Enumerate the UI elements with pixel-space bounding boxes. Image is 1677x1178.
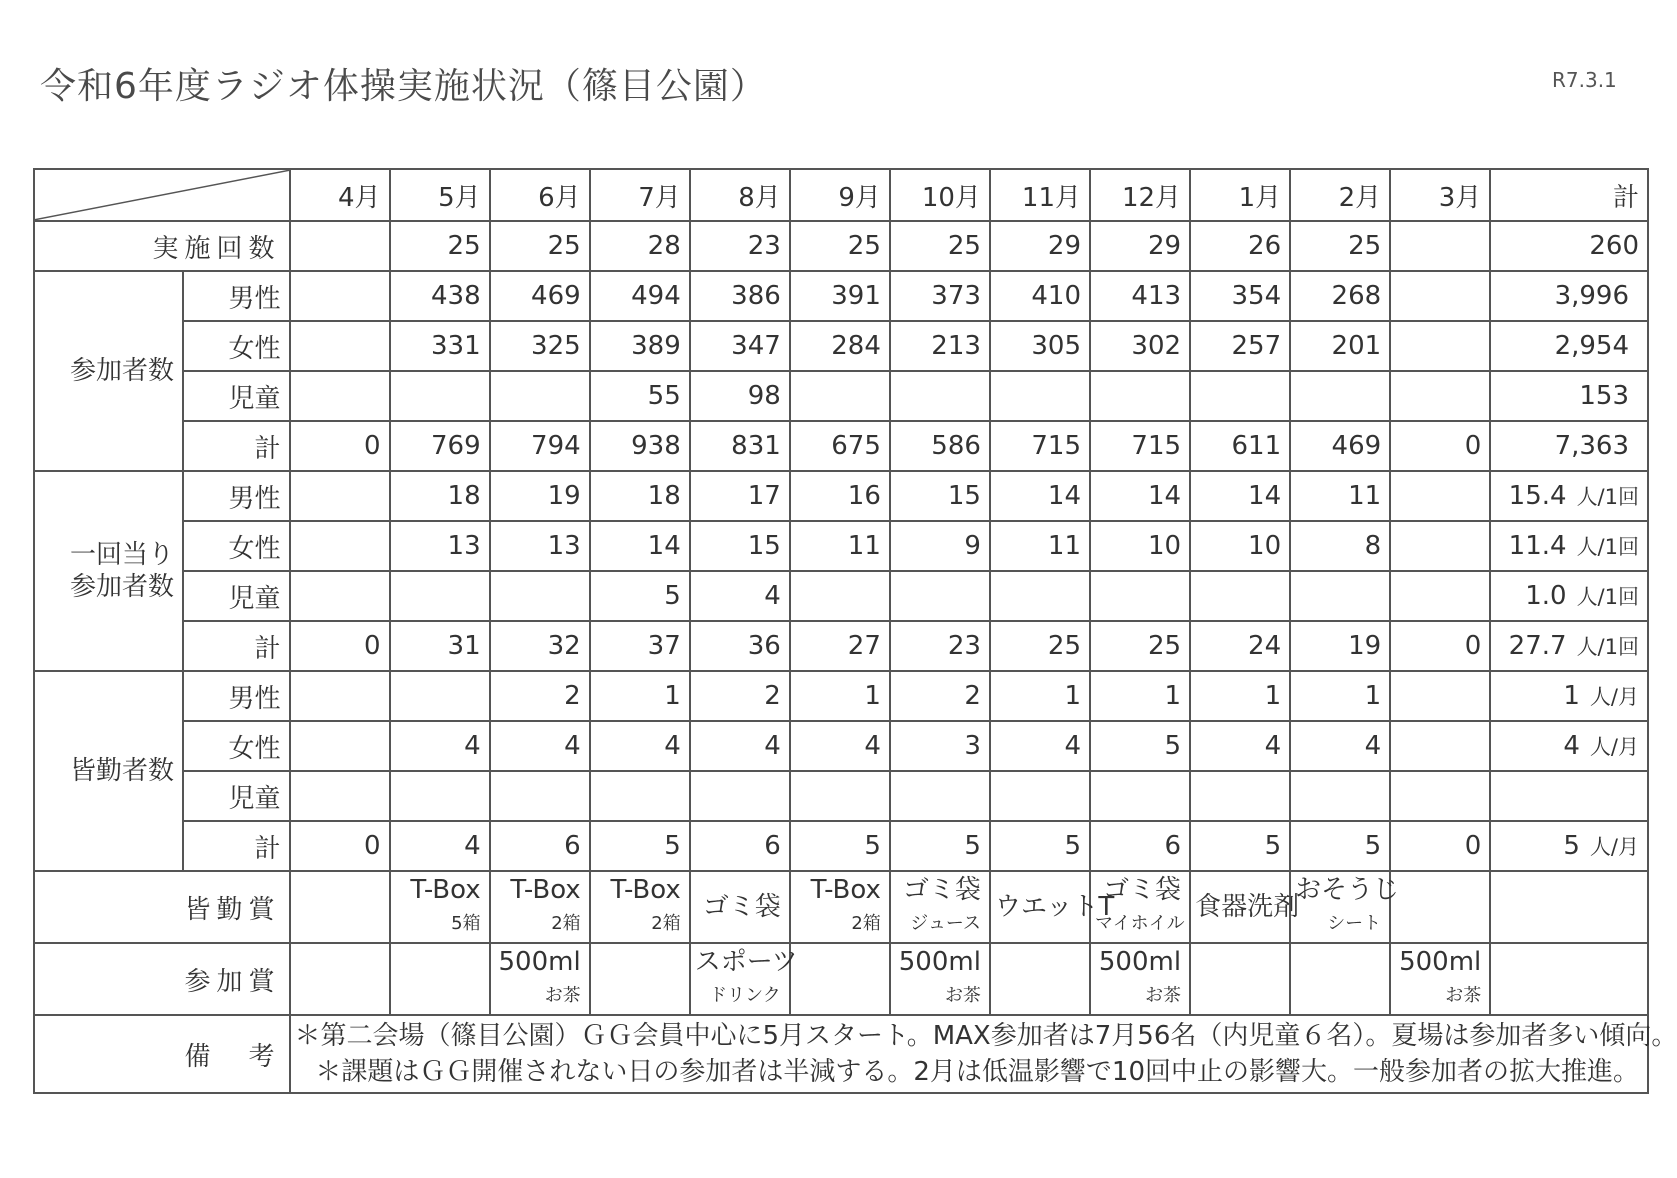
total-value: 27.7 <box>1508 631 1567 661</box>
remarks-text <box>290 1015 1677 1093</box>
value-cell: 4 <box>390 721 490 771</box>
total-cell <box>1490 271 1648 321</box>
per-session-label <box>34 471 183 671</box>
total-cell <box>1490 771 1648 821</box>
total-unit: 人/1回 <box>1576 485 1639 509</box>
value-cell: 469 <box>490 271 590 321</box>
table-row <box>34 371 1648 421</box>
value-cell <box>290 371 390 421</box>
value-cell: 25 <box>1090 621 1190 671</box>
value-cell: 25 <box>990 621 1090 671</box>
table-row <box>34 621 1648 671</box>
value-cell <box>390 671 490 721</box>
participation-prize-cell <box>390 943 490 1015</box>
radio-exercise-table <box>33 168 1677 1094</box>
value-cell: 938 <box>590 421 690 471</box>
value-cell: 13 <box>490 521 590 571</box>
value-cell: 675 <box>790 421 890 471</box>
value-cell: 27 <box>790 621 890 671</box>
value-cell: 23 <box>690 221 790 271</box>
perfect-prize-cell <box>590 871 690 943</box>
value-cell <box>390 571 490 621</box>
value-cell: 1 <box>1090 671 1190 721</box>
prize-line2: お茶 <box>544 985 581 1006</box>
value-cell: 5 <box>590 821 690 871</box>
value-cell <box>1290 771 1390 821</box>
prize-line1: ゴミ袋 <box>1103 875 1182 905</box>
value-cell: 10 <box>1190 521 1290 571</box>
table-row <box>34 671 1648 721</box>
month-header: 1月 <box>1190 169 1290 221</box>
value-cell: 305 <box>990 321 1090 371</box>
table-row <box>34 1015 1648 1093</box>
perfect-prize-cell <box>1190 871 1300 943</box>
value-cell <box>1390 371 1490 421</box>
sessions-label: 実施回数 <box>34 221 290 271</box>
participation-prize-cell <box>990 943 1090 1015</box>
value-cell: 2 <box>490 671 590 721</box>
value-cell: 268 <box>1290 271 1390 321</box>
value-cell: 4 <box>690 721 790 771</box>
value-cell: 4 <box>1290 721 1390 771</box>
prize-line2: ドリンク <box>709 985 781 1006</box>
total-header: 計 <box>1490 169 1648 221</box>
value-cell: 14 <box>1190 471 1290 521</box>
total-unit: 人/月 <box>1589 835 1639 859</box>
total-value: 3,996 <box>1554 281 1629 311</box>
value-cell <box>1390 671 1490 721</box>
value-cell: 0 <box>290 821 390 871</box>
total-cell <box>1490 371 1648 421</box>
perfect-prize-cell <box>1090 871 1190 943</box>
value-cell: 2 <box>890 671 990 721</box>
value-cell <box>590 771 690 821</box>
value-cell: 1 <box>790 671 890 721</box>
value-cell <box>490 771 590 821</box>
value-cell: 586 <box>890 421 990 471</box>
value-cell: 29 <box>990 221 1090 271</box>
value-cell: 6 <box>690 821 790 871</box>
table-row <box>34 169 1648 221</box>
month-header: 10月 <box>890 169 990 221</box>
value-cell: 0 <box>290 621 390 671</box>
value-cell: 4 <box>990 721 1090 771</box>
value-cell: 24 <box>1190 621 1290 671</box>
month-header: 6月 <box>490 169 590 221</box>
value-cell: 8 <box>1290 521 1390 571</box>
table-row <box>34 821 1648 871</box>
value-cell <box>290 721 390 771</box>
sub-label: 計 <box>183 821 289 871</box>
value-cell <box>690 771 790 821</box>
value-cell: 1 <box>590 671 690 721</box>
total-value: 15.4 <box>1508 481 1567 511</box>
prize-line1: T-Box <box>810 875 881 905</box>
perfect-prize-cell <box>690 871 790 943</box>
total-cell <box>1490 521 1648 571</box>
sub-label: 男性 <box>183 471 289 521</box>
value-cell: 25 <box>890 221 990 271</box>
participation-prize-total <box>1490 943 1648 1015</box>
value-cell: 331 <box>390 321 490 371</box>
month-header: 5月 <box>390 169 490 221</box>
month-header: 12月 <box>1090 169 1190 221</box>
value-cell: 2 <box>690 671 790 721</box>
value-cell <box>490 571 590 621</box>
value-cell: 18 <box>390 471 490 521</box>
prize-line1: ウエットT <box>994 892 1115 922</box>
value-cell: 257 <box>1190 321 1290 371</box>
sub-label: 児童 <box>183 371 289 421</box>
value-cell: 25 <box>390 221 490 271</box>
value-cell: 1 <box>990 671 1090 721</box>
value-cell: 4 <box>390 821 490 871</box>
value-cell: 5 <box>1290 821 1390 871</box>
total-value: 7,363 <box>1554 431 1629 461</box>
total-value: 1.0 <box>1525 581 1567 611</box>
total-value: 4 <box>1563 731 1580 761</box>
value-cell <box>390 771 490 821</box>
sub-label: 児童 <box>183 571 289 621</box>
value-cell: 284 <box>790 321 890 371</box>
value-cell <box>790 771 890 821</box>
value-cell: 31 <box>390 621 490 671</box>
prize-line2: 2箱 <box>851 913 881 934</box>
value-cell: 373 <box>890 271 990 321</box>
value-cell <box>1090 571 1190 621</box>
total-cell <box>1490 421 1648 471</box>
total-unit: 人/1回 <box>1576 635 1639 659</box>
prize-line1: 500ml <box>1098 947 1182 977</box>
value-cell: 347 <box>690 321 790 371</box>
participation-prize-cell <box>1190 943 1290 1015</box>
sub-label: 男性 <box>183 671 289 721</box>
participation-prize-cell <box>890 943 990 1015</box>
per-session-label-line1: 一回当り <box>70 540 175 570</box>
value-cell: 438 <box>390 271 490 321</box>
perfect-prize-cell <box>1390 871 1490 943</box>
value-cell: 391 <box>790 271 890 321</box>
value-cell <box>1090 771 1190 821</box>
value-cell <box>890 371 990 421</box>
value-cell: 4 <box>1190 721 1290 771</box>
value-cell: 302 <box>1090 321 1190 371</box>
prize-line1: 食器洗剤 <box>1195 892 1300 922</box>
value-cell <box>290 521 390 571</box>
participation-prize-cell <box>690 943 798 1015</box>
value-cell <box>290 271 390 321</box>
value-cell: 715 <box>1090 421 1190 471</box>
total-unit: 人/1回 <box>1576 535 1639 559</box>
total-value: 5 <box>1563 831 1580 861</box>
value-cell: 201 <box>1290 321 1390 371</box>
value-cell: 28 <box>590 221 690 271</box>
prize-line1: 500ml <box>498 947 581 977</box>
value-cell <box>1390 221 1490 271</box>
value-cell: 4 <box>790 721 890 771</box>
value-cell: 13 <box>390 521 490 571</box>
participation-prize-cell <box>790 943 890 1015</box>
value-cell <box>990 371 1090 421</box>
table-row <box>34 943 1648 1015</box>
total-unit: 人/1回 <box>1576 585 1639 609</box>
prize-line1: おそうじ <box>1295 875 1400 905</box>
remarks-label: 備 考 <box>34 1015 290 1093</box>
value-cell: 25 <box>790 221 890 271</box>
sub-label: 女性 <box>183 321 289 371</box>
month-header: 2月 <box>1290 169 1390 221</box>
value-cell: 11 <box>1290 471 1390 521</box>
value-cell <box>1390 571 1490 621</box>
month-header: 3月 <box>1390 169 1490 221</box>
prize-line2: お茶 <box>1145 985 1182 1006</box>
value-cell: 14 <box>590 521 690 571</box>
prize-line2: ジュース <box>910 913 981 934</box>
value-cell <box>1390 321 1490 371</box>
value-cell: 37 <box>590 621 690 671</box>
value-cell: 11 <box>990 521 1090 571</box>
table-row <box>34 471 1648 521</box>
table-row <box>34 421 1648 471</box>
value-cell: 25 <box>1290 221 1390 271</box>
value-cell: 611 <box>1190 421 1290 471</box>
value-cell: 494 <box>590 271 690 321</box>
value-cell <box>1390 471 1490 521</box>
total-cell <box>1490 571 1648 621</box>
prize-line1: 500ml <box>898 947 981 977</box>
participation-prize-cell <box>1090 943 1190 1015</box>
table-row <box>34 321 1648 371</box>
value-cell: 25 <box>490 221 590 271</box>
value-cell: 354 <box>1190 271 1290 321</box>
prize-line2: 2箱 <box>551 913 581 934</box>
perfect-prize-cell <box>890 871 990 943</box>
value-cell <box>1290 371 1390 421</box>
month-header: 9月 <box>790 169 890 221</box>
value-cell: 0 <box>1390 621 1490 671</box>
sub-label: 計 <box>183 621 289 671</box>
sub-label: 計 <box>183 421 289 471</box>
value-cell <box>1090 371 1190 421</box>
month-header: 8月 <box>690 169 790 221</box>
participation-prize-cell <box>490 943 590 1015</box>
value-cell: 413 <box>1090 271 1190 321</box>
prize-line2: お茶 <box>1445 985 1482 1006</box>
value-cell: 36 <box>690 621 790 671</box>
perfect-prize-total <box>1490 871 1648 943</box>
remark-line: ＊第二会場（篠目公園）ＧＧ会員中心に5月スタート。MAX参加者は7月56名（内児童６名）。夏場は参加者多い傾向。 <box>294 1021 1677 1051</box>
value-cell <box>890 771 990 821</box>
value-cell: 6 <box>1090 821 1190 871</box>
total-cell <box>1490 621 1648 671</box>
prize-line2: 2箱 <box>651 913 681 934</box>
value-cell: 5 <box>990 821 1090 871</box>
total-cell <box>1490 671 1648 721</box>
value-cell: 5 <box>590 571 690 621</box>
total-unit: 人/月 <box>1589 685 1639 709</box>
value-cell <box>790 571 890 621</box>
value-cell: 715 <box>990 421 1090 471</box>
value-cell: 469 <box>1290 421 1390 471</box>
total-value: 1 <box>1563 681 1580 711</box>
value-cell: 769 <box>390 421 490 471</box>
month-header: 7月 <box>590 169 690 221</box>
prize-line2: シート <box>1327 913 1382 934</box>
total-value: 2,954 <box>1554 331 1629 361</box>
value-cell: 794 <box>490 421 590 471</box>
perfect-prize-cell <box>390 871 490 943</box>
value-cell <box>1390 721 1490 771</box>
table-row <box>34 221 1648 271</box>
value-cell <box>490 371 590 421</box>
table-row <box>34 721 1648 771</box>
value-cell <box>1390 271 1490 321</box>
table-row <box>34 271 1648 321</box>
value-cell: 16 <box>790 471 890 521</box>
value-cell <box>890 571 990 621</box>
value-cell <box>290 671 390 721</box>
value-cell: 4 <box>490 721 590 771</box>
remark-line: ＊課題はＧＧ開催されない日の参加者は半減する。2月は低温影響で10回中止の影響大。一般参加者の拡大推進。 <box>315 1057 1639 1087</box>
prize-line1: T-Box <box>410 875 481 905</box>
month-header: 11月 <box>990 169 1090 221</box>
total-value: 153 <box>1579 381 1629 411</box>
value-cell <box>390 371 490 421</box>
value-cell <box>290 471 390 521</box>
table-row <box>34 871 1648 943</box>
table-row <box>34 521 1648 571</box>
value-cell <box>990 571 1090 621</box>
value-cell: 55 <box>590 371 690 421</box>
document-date: R7.3.1 <box>1552 68 1617 92</box>
participation-prize-cell <box>1390 943 1490 1015</box>
value-cell: 410 <box>990 271 1090 321</box>
value-cell: 0 <box>290 421 390 471</box>
table-row <box>34 771 1648 821</box>
value-cell <box>990 771 1090 821</box>
value-cell: 14 <box>1090 471 1190 521</box>
value-cell: 11 <box>790 521 890 571</box>
perfect-prize-cell <box>990 871 1115 943</box>
value-cell: 17 <box>690 471 790 521</box>
participation-prize-cell <box>590 943 690 1015</box>
participants-label: 参加者数 <box>34 271 183 471</box>
value-cell: 98 <box>690 371 790 421</box>
value-cell: 0 <box>1390 421 1490 471</box>
prize-line2: 5箱 <box>451 913 481 934</box>
participation-prize-label: 参加賞 <box>34 943 290 1015</box>
value-cell: 386 <box>690 271 790 321</box>
per-session-label-line2: 参加者数 <box>70 572 175 602</box>
perfect-prize-cell <box>1290 871 1400 943</box>
prize-line2: お茶 <box>944 985 981 1006</box>
participation-prize-cell <box>1290 943 1390 1015</box>
value-cell <box>290 571 390 621</box>
sub-label: 男性 <box>183 271 289 321</box>
value-cell: 325 <box>490 321 590 371</box>
value-cell: 9 <box>890 521 990 571</box>
value-cell <box>1290 571 1390 621</box>
value-cell <box>1390 521 1490 571</box>
table-row <box>34 571 1648 621</box>
value-cell: 5 <box>790 821 890 871</box>
month-header: 4月 <box>290 169 390 221</box>
value-cell: 10 <box>1090 521 1190 571</box>
value-cell: 26 <box>1190 221 1290 271</box>
value-cell: 4 <box>690 571 790 621</box>
value-cell: 1 <box>1290 671 1390 721</box>
value-cell <box>290 321 390 371</box>
participation-prize-cell <box>290 943 390 1015</box>
value-cell: 19 <box>490 471 590 521</box>
total-unit: 人/月 <box>1589 735 1639 759</box>
value-cell: 29 <box>1090 221 1190 271</box>
value-cell: 389 <box>590 321 690 371</box>
total-cell <box>1490 471 1648 521</box>
value-cell <box>1190 571 1290 621</box>
value-cell: 32 <box>490 621 590 671</box>
value-cell: 0 <box>1390 821 1490 871</box>
value-cell: 18 <box>590 471 690 521</box>
perfect-prize-label: 皆勤賞 <box>34 871 290 943</box>
prize-line1: 500ml <box>1399 947 1482 977</box>
value-cell: 6 <box>490 821 590 871</box>
value-cell: 19 <box>1290 621 1390 671</box>
prize-line1: T-Box <box>510 875 581 905</box>
prize-line2: マイホイル <box>1095 913 1185 934</box>
value-cell: 15 <box>890 471 990 521</box>
value-cell: 14 <box>990 471 1090 521</box>
prize-line1: スポーツ <box>694 947 798 977</box>
corner-header <box>34 169 290 221</box>
total-cell <box>1490 721 1648 771</box>
value-cell: 213 <box>890 321 990 371</box>
perfect-prize-cell <box>790 871 890 943</box>
total-cell: 260 <box>1490 221 1648 271</box>
document-title: 令和6年度ラジオ体操実施状況（篠目公園） <box>40 66 767 107</box>
value-cell <box>290 771 390 821</box>
value-cell: 831 <box>690 421 790 471</box>
value-cell: 3 <box>890 721 990 771</box>
value-cell <box>290 221 390 271</box>
perfect-prize-cell <box>290 871 390 943</box>
prize-line1: ゴミ袋 <box>702 892 781 922</box>
sub-label: 児童 <box>183 771 289 821</box>
value-cell <box>790 371 890 421</box>
value-cell: 5 <box>1190 821 1290 871</box>
value-cell: 15 <box>690 521 790 571</box>
value-cell: 5 <box>1090 721 1190 771</box>
perfect-prize-cell <box>490 871 590 943</box>
sub-label: 女性 <box>183 721 289 771</box>
prize-line1: T-Box <box>610 875 681 905</box>
prize-line1: ゴミ袋 <box>902 875 981 905</box>
value-cell <box>1190 371 1290 421</box>
value-cell <box>1190 771 1290 821</box>
value-cell: 5 <box>890 821 990 871</box>
value-cell: 23 <box>890 621 990 671</box>
value-cell <box>1390 771 1490 821</box>
sub-label: 女性 <box>183 521 289 571</box>
value-cell: 4 <box>590 721 690 771</box>
total-cell <box>1490 321 1648 371</box>
total-cell <box>1490 821 1648 871</box>
value-cell: 1 <box>1190 671 1290 721</box>
perfect-attendance-label: 皆勤者数 <box>34 671 183 871</box>
total-value: 11.4 <box>1508 531 1567 561</box>
